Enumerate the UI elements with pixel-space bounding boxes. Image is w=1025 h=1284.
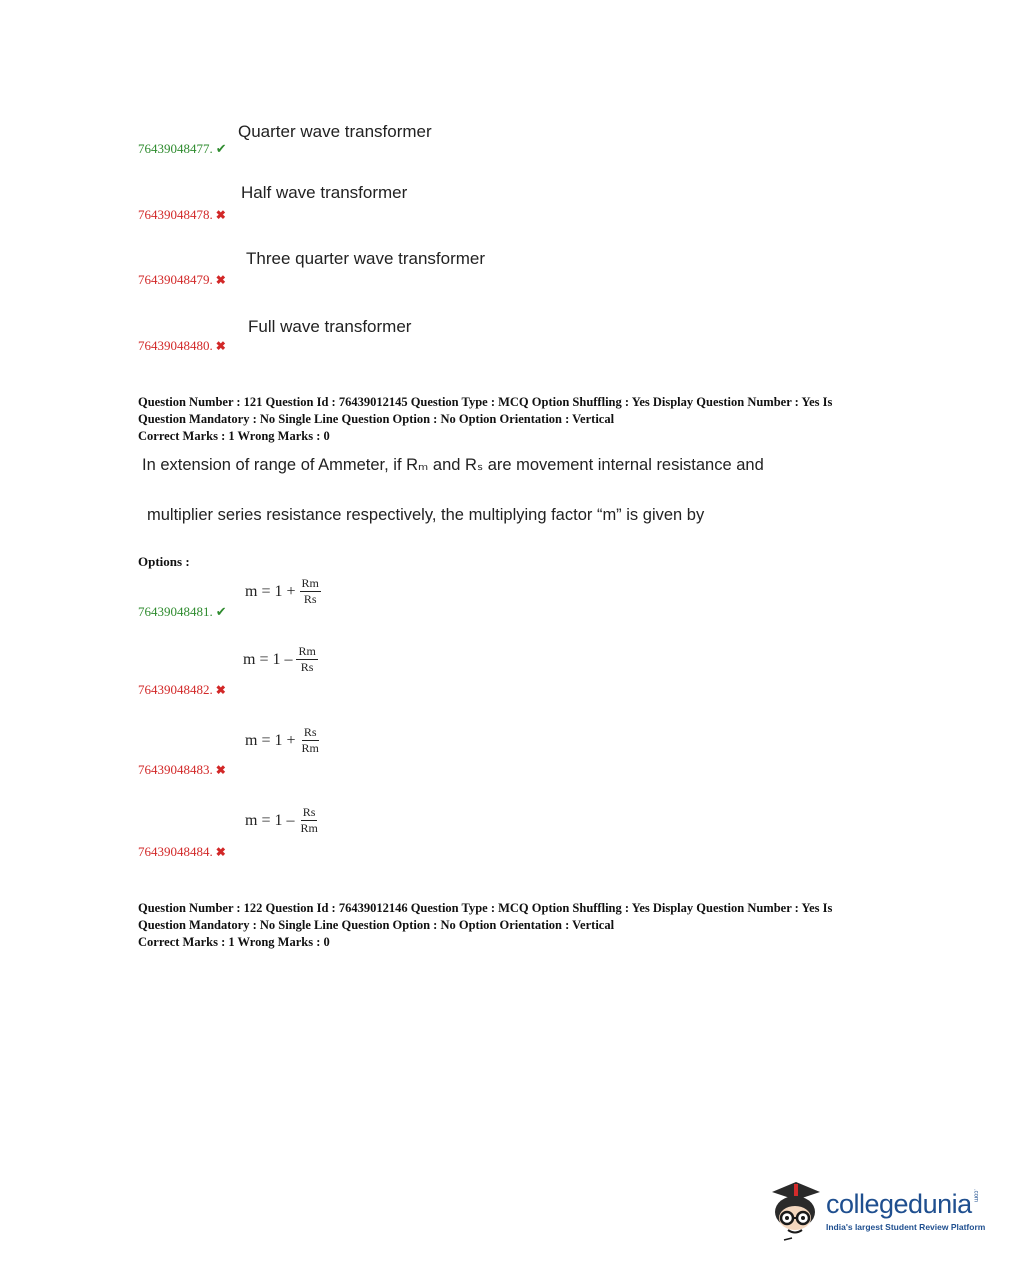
option-id-484: 76439048484. ✖ <box>138 844 226 859</box>
option-id-482: 76439048482. ✖ <box>138 682 226 697</box>
logo-name: collegedunia <box>826 1188 972 1219</box>
collegedunia-logo <box>766 1178 985 1242</box>
cross-icon: ✖ <box>215 339 226 353</box>
option-id-4: 76439048480. ✖ <box>138 338 226 353</box>
check-icon: ✔ <box>215 141 227 156</box>
question-121-stem-line1: In extension of range of Ammeter, if Rₘ and Rₛ are movement internal resistance and <box>142 456 764 474</box>
formula-lhs: m = 1 + <box>245 582 296 600</box>
fraction <box>300 726 321 755</box>
options-label: Options : <box>138 554 190 569</box>
cross-icon: ✖ <box>215 845 226 859</box>
logo-text <box>826 1189 985 1232</box>
option-text-3: Three quarter wave transformer <box>246 249 486 268</box>
fraction-denominator: Rm <box>301 741 319 755</box>
formula-option-4 <box>245 806 320 835</box>
formula-lhs: m = 1 – <box>243 650 293 668</box>
option-text-1: Quarter wave transformer <box>238 122 432 141</box>
option-id-2: 76439048478. ✖ <box>138 207 226 222</box>
fraction <box>298 806 319 835</box>
option-id-483: 76439048483. ✖ <box>138 762 226 777</box>
question-122-header-line1: Question Number : 122 Question Id : 76439012146 Question Type : MCQ Option Shuffling : Yes Display Question Number : Yes Is <box>138 901 833 915</box>
fraction-numerator: Rs <box>303 725 317 739</box>
question-121-header-line1: Question Number : 121 Question Id : 76439012145 Question Type : MCQ Option Shuffling : Yes Display Question Number : Yes Is <box>138 395 833 409</box>
question-121-stem-line2: multiplier series resistance respectively, the multiplying factor “m” is given by <box>147 506 705 524</box>
question-122-header-line2: Question Mandatory : No Single Line Question Option : No Option Orientation : Vertical <box>138 917 615 932</box>
fraction-numerator: Rs <box>302 805 316 819</box>
student-mascot-icon <box>766 1178 824 1242</box>
cross-icon: ✖ <box>215 208 226 222</box>
question-122-marks: Correct Marks : 1 Wrong Marks : 0 <box>138 935 330 949</box>
cross-icon: ✖ <box>215 763 226 777</box>
question-121-header <box>138 394 898 445</box>
fraction-numerator: Rm <box>301 576 319 590</box>
formula-lhs: m = 1 – <box>245 811 295 829</box>
logo-tagline: India's largest Student Review Platform <box>826 1221 986 1232</box>
question-121-header-line2: Question Mandatory : No Single Line Question Option : No Option Orientation : Vertical <box>138 411 615 426</box>
formula-option-1 <box>245 577 321 606</box>
formula-option-2 <box>243 645 318 674</box>
fraction-denominator: Rm <box>300 821 318 835</box>
formula-lhs: m = 1 + <box>245 731 296 749</box>
check-icon: ✔ <box>215 604 227 619</box>
fraction-denominator: Rs <box>303 592 317 606</box>
fraction <box>296 645 317 674</box>
question-122-header <box>138 900 898 951</box>
question-121-marks: Correct Marks : 1 Wrong Marks : 0 <box>138 429 330 443</box>
option-id-1: 76439048477. ✔ <box>138 141 227 156</box>
fraction-denominator: Rs <box>300 660 314 674</box>
cross-icon: ✖ <box>215 273 226 287</box>
cross-icon: ✖ <box>215 683 226 697</box>
logo-domain: .com <box>972 1188 979 1202</box>
option-text-4: Full wave transformer <box>248 317 412 336</box>
option-id-3: 76439048479. ✖ <box>138 272 226 287</box>
option-id-481: 76439048481. ✔ <box>138 604 227 619</box>
fraction-numerator: Rm <box>298 644 316 658</box>
fraction <box>300 577 321 606</box>
formula-option-3 <box>245 726 321 755</box>
option-text-2: Half wave transformer <box>241 183 408 202</box>
